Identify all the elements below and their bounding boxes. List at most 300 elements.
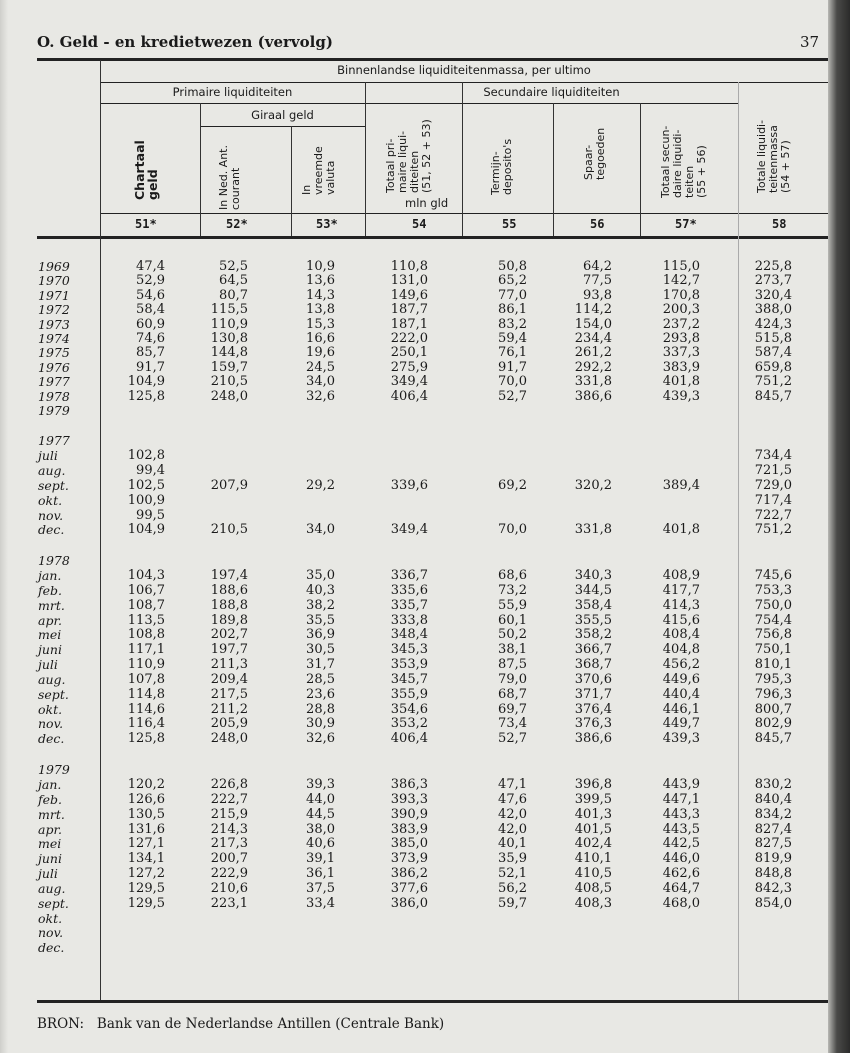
row-label: apr. <box>38 612 63 628</box>
row-label: okt. <box>38 910 63 926</box>
cell-value: 401,3 <box>574 806 612 822</box>
cell-value: 354,6 <box>390 701 428 717</box>
cell-value: 32,6 <box>306 731 335 747</box>
cell-value: 154,0 <box>574 316 612 332</box>
cell-value: 69,2 <box>498 477 527 493</box>
cell-value: 47,4 <box>136 259 165 274</box>
row-label: nov. <box>38 507 64 523</box>
cell-value: 104,9 <box>127 522 165 538</box>
cell-value: 15,3 <box>306 316 335 332</box>
row-label: juni <box>38 851 62 867</box>
column-header: Chartaal geld <box>132 140 160 200</box>
cell-value: 410,5 <box>574 866 612 882</box>
cell-value: 73,2 <box>498 582 527 598</box>
cell-value: 60,9 <box>136 316 165 332</box>
cell-value: 402,4 <box>574 836 612 852</box>
cell-value: 38,1 <box>498 642 527 658</box>
rule <box>291 126 292 236</box>
cell-value: 353,2 <box>390 716 428 732</box>
table-row <box>0 867 828 882</box>
cell-value: 52,1 <box>498 866 527 882</box>
cell-value: 383,9 <box>662 359 700 375</box>
cell-value: 209,4 <box>210 671 248 687</box>
cell-value: 830,2 <box>754 777 792 793</box>
column-header: Totaal pri- maire liqui- diteiten (51, 52 + 53) <box>384 119 433 193</box>
table-row <box>0 628 828 643</box>
book-binding <box>828 0 850 1053</box>
cell-value: 44,5 <box>306 806 335 822</box>
cell-value: 110,8 <box>390 259 428 274</box>
row-label: sept. <box>38 477 69 493</box>
rule <box>553 103 554 236</box>
cell-value: 353,9 <box>390 657 428 673</box>
source-line <box>37 1016 444 1032</box>
table-row <box>0 260 828 274</box>
table-row <box>0 643 828 658</box>
cell-value: 446,1 <box>662 701 700 717</box>
cell-value: 834,2 <box>754 806 792 822</box>
cell-value: 335,7 <box>390 597 428 613</box>
table-row <box>0 823 828 838</box>
cell-value: 854,0 <box>754 895 792 911</box>
column-number: 53* <box>316 217 338 231</box>
column-number: 56 <box>590 217 605 231</box>
rule <box>200 126 365 127</box>
cell-value: 80,7 <box>219 287 248 303</box>
cell-value: 237,2 <box>662 316 700 332</box>
cell-value: 721,5 <box>754 462 792 478</box>
cell-value: 344,5 <box>574 582 612 598</box>
cell-value: 70,0 <box>498 522 527 538</box>
cell-value: 131,6 <box>127 821 165 837</box>
cell-value: 371,7 <box>574 686 612 702</box>
cell-value: 819,9 <box>754 851 792 867</box>
row-label: juli <box>38 657 58 673</box>
table-row <box>0 703 828 718</box>
row-label: okt. <box>38 492 63 508</box>
table-row <box>0 688 828 703</box>
cell-value: 408,5 <box>574 880 612 896</box>
year-label: 1978 <box>38 553 70 569</box>
cell-value: 64,5 <box>219 273 248 289</box>
spacer <box>0 747 828 763</box>
row-label: nov. <box>38 925 64 941</box>
cell-value: 408,3 <box>574 895 612 911</box>
cell-value: 292,2 <box>574 359 612 375</box>
row-label: 1970 <box>38 273 70 289</box>
column-header: Totaal secun- daire liquidi- teiten (55 + 56) <box>659 125 708 198</box>
source-label: BRON: <box>37 1016 85 1032</box>
cell-value: 388,0 <box>754 302 792 318</box>
table-row <box>0 897 828 912</box>
row-label: 1971 <box>38 287 70 303</box>
cell-value: 401,5 <box>574 821 612 837</box>
table-row <box>0 882 828 897</box>
year-row <box>0 763 828 778</box>
cell-value: 439,3 <box>662 388 700 404</box>
group-secondary: Secundaire liquiditeiten <box>483 85 620 99</box>
cell-value: 795,3 <box>754 671 792 687</box>
row-label: dec. <box>38 731 65 747</box>
table-row <box>0 584 828 599</box>
row-label: 1974 <box>38 330 70 346</box>
cell-value: 415,6 <box>662 612 700 628</box>
cell-value: 408,9 <box>662 568 700 584</box>
cell-value: 107,8 <box>127 671 165 687</box>
cell-value: 345,7 <box>390 671 428 687</box>
cell-value: 200,3 <box>662 302 700 318</box>
cell-value: 73,4 <box>498 716 527 732</box>
row-label: sept. <box>38 686 69 702</box>
row-label: 1973 <box>38 316 70 332</box>
table-row <box>0 464 828 479</box>
unit-label: mln gld <box>405 196 449 210</box>
cell-value: 320,2 <box>574 477 612 493</box>
cell-value: 373,9 <box>390 851 428 867</box>
cell-value: 440,4 <box>662 686 700 702</box>
table-row <box>0 318 828 332</box>
table-row <box>0 569 828 584</box>
cell-value: 28,8 <box>306 701 335 717</box>
cell-value: 214,3 <box>210 821 248 837</box>
column-number: 57* <box>675 217 697 231</box>
cell-value: 842,3 <box>754 880 792 896</box>
cell-value: 456,2 <box>662 657 700 673</box>
cell-value: 275,9 <box>390 359 428 375</box>
cell-value: 86,1 <box>498 302 527 318</box>
cell-value: 76,1 <box>498 345 527 361</box>
cell-value: 443,3 <box>662 806 700 822</box>
cell-value: 31,7 <box>306 657 335 673</box>
cell-value: 13,6 <box>306 273 335 289</box>
row-label: 1972 <box>38 302 70 318</box>
cell-value: 827,4 <box>754 821 792 837</box>
row-label: 1979 <box>38 402 70 418</box>
cell-value: 59,7 <box>498 895 527 911</box>
cell-value: 170,8 <box>662 287 700 303</box>
cell-value: 47,1 <box>498 777 527 793</box>
cell-value: 464,7 <box>662 880 700 896</box>
cell-value: 42,0 <box>498 821 527 837</box>
cell-value: 197,7 <box>210 642 248 658</box>
cell-value: 32,6 <box>306 388 335 404</box>
row-label: 1977 <box>38 374 70 390</box>
cell-value: 261,2 <box>574 345 612 361</box>
cell-value: 845,7 <box>754 731 792 747</box>
row-label: feb. <box>38 791 62 807</box>
cell-value: 35,9 <box>498 851 527 867</box>
cell-value: 751,2 <box>754 522 792 538</box>
cell-value: 35,0 <box>306 568 335 584</box>
cell-value: 126,6 <box>127 791 165 807</box>
row-label: apr. <box>38 821 63 837</box>
cell-value: 127,1 <box>127 836 165 852</box>
table-row <box>0 375 828 389</box>
cell-value: 349,4 <box>390 374 428 390</box>
cell-value: 113,5 <box>127 612 165 628</box>
cell-value: 439,3 <box>662 731 700 747</box>
cell-value: 77,0 <box>498 287 527 303</box>
top-rule <box>37 58 828 61</box>
row-label: sept. <box>38 895 69 911</box>
cell-value: 248,0 <box>210 731 248 747</box>
cell-value: 408,4 <box>662 627 700 643</box>
cell-value: 91,7 <box>136 359 165 375</box>
cell-value: 120,2 <box>127 777 165 793</box>
header-bottom-rule <box>37 236 828 239</box>
cell-value: 410,1 <box>574 851 612 867</box>
cell-value: 406,4 <box>390 731 428 747</box>
cell-value: 187,7 <box>390 302 428 318</box>
cell-value: 386,6 <box>574 731 612 747</box>
cell-value: 401,8 <box>662 374 700 390</box>
cell-value: 127,2 <box>127 866 165 882</box>
cell-value: 348,4 <box>390 627 428 643</box>
rule <box>462 82 463 213</box>
cell-value: 377,6 <box>390 880 428 896</box>
cell-value: 106,7 <box>127 582 165 598</box>
cell-value: 442,5 <box>662 836 700 852</box>
cell-value: 210,6 <box>210 880 248 896</box>
cell-value: 102,5 <box>127 477 165 493</box>
cell-value: 52,9 <box>136 273 165 289</box>
table-row <box>0 658 828 673</box>
rule <box>100 82 828 83</box>
cell-value: 108,7 <box>127 597 165 613</box>
cell-value: 39,1 <box>306 851 335 867</box>
cell-value: 335,6 <box>390 582 428 598</box>
cell-value: 446,0 <box>662 851 700 867</box>
source-text: Bank van de Nederlandse Antillen (Centrale Bank) <box>96 1016 445 1032</box>
cell-value: 36,9 <box>306 627 335 643</box>
cell-value: 385,0 <box>390 836 428 852</box>
cell-value: 462,6 <box>662 866 700 882</box>
cell-value: 134,1 <box>127 851 165 867</box>
row-label: juli <box>38 866 58 882</box>
cell-value: 234,4 <box>574 330 612 346</box>
table-row <box>0 793 828 808</box>
cell-value: 223,1 <box>210 895 248 911</box>
table-row <box>0 926 828 941</box>
cell-value: 188,8 <box>210 597 248 613</box>
cell-value: 810,1 <box>754 657 792 673</box>
cell-value: 35,5 <box>306 612 335 628</box>
cell-value: 202,7 <box>210 627 248 643</box>
cell-value: 337,3 <box>662 345 700 361</box>
cell-value: 10,9 <box>306 259 335 274</box>
cell-value: 69,7 <box>498 701 527 717</box>
column-number: 54 <box>412 217 427 231</box>
cell-value: 149,6 <box>390 287 428 303</box>
cell-value: 28,5 <box>306 671 335 687</box>
cell-value: 349,4 <box>390 522 428 538</box>
cell-value: 42,0 <box>498 806 527 822</box>
cell-value: 406,4 <box>390 388 428 404</box>
cell-value: 144,8 <box>210 345 248 361</box>
table-row <box>0 837 828 852</box>
cell-value: 659,8 <box>754 359 792 375</box>
cell-value: 389,4 <box>662 477 700 493</box>
column-header: Termijn- deposito's <box>489 138 514 195</box>
page-title: O. Geld - en kredietwezen (vervolg) <box>37 33 333 51</box>
cell-value: 50,2 <box>498 627 527 643</box>
cell-value: 38,0 <box>306 821 335 837</box>
cell-value: 65,2 <box>498 273 527 289</box>
cell-value: 734,4 <box>754 448 792 464</box>
cell-value: 187,1 <box>390 316 428 332</box>
cell-value: 754,4 <box>754 612 792 628</box>
year-label: 1979 <box>38 762 70 778</box>
column-header: In Ned. Ant. courant <box>217 145 242 210</box>
table-row <box>0 274 828 288</box>
cell-value: 59,4 <box>498 330 527 346</box>
cell-value: 222,7 <box>210 791 248 807</box>
cell-value: 19,6 <box>306 345 335 361</box>
table-row <box>0 732 828 747</box>
cell-value: 129,5 <box>127 895 165 911</box>
cell-value: 417,7 <box>662 582 700 598</box>
row-label: aug. <box>38 880 66 896</box>
cell-value: 210,5 <box>210 522 248 538</box>
cell-value: 336,7 <box>390 568 428 584</box>
row-label: jan. <box>38 568 62 584</box>
cell-value: 34,0 <box>306 522 335 538</box>
table-row <box>0 449 828 464</box>
cell-value: 54,6 <box>136 287 165 303</box>
cell-value: 751,2 <box>754 374 792 390</box>
cell-value: 211,3 <box>210 657 248 673</box>
cell-value: 55,9 <box>498 597 527 613</box>
column-number: 51* <box>135 217 157 231</box>
cell-value: 110,9 <box>210 316 248 332</box>
cell-value: 131,0 <box>390 273 428 289</box>
cell-value: 104,3 <box>127 568 165 584</box>
year-label: 1977 <box>38 433 70 449</box>
cell-value: 91,7 <box>498 359 527 375</box>
column-number: 55 <box>502 217 517 231</box>
table-row <box>0 599 828 614</box>
cell-value: 33,4 <box>306 895 335 911</box>
cell-value: 38,2 <box>306 597 335 613</box>
cell-value: 83,2 <box>498 316 527 332</box>
column-number: 58 <box>772 217 787 231</box>
cell-value: 331,8 <box>574 522 612 538</box>
cell-value: 74,6 <box>136 330 165 346</box>
cell-value: 99,5 <box>136 507 165 523</box>
cell-value: 200,7 <box>210 851 248 867</box>
cell-value: 827,5 <box>754 836 792 852</box>
cell-value: 222,0 <box>390 330 428 346</box>
cell-value: 468,0 <box>662 895 700 911</box>
rule <box>462 213 463 236</box>
row-label: dec. <box>38 522 65 538</box>
cell-value: 205,9 <box>210 716 248 732</box>
cell-value: 47,6 <box>498 791 527 807</box>
super-header: Binnenlandse liquiditeitenmassa, per ultimo <box>337 63 591 77</box>
cell-value: 248,0 <box>210 388 248 404</box>
row-label: juni <box>38 642 62 658</box>
cell-value: 339,6 <box>390 477 428 493</box>
cell-value: 722,7 <box>754 507 792 523</box>
cell-value: 60,1 <box>498 612 527 628</box>
cell-value: 222,9 <box>210 866 248 882</box>
cell-value: 40,3 <box>306 582 335 598</box>
cell-value: 58,4 <box>136 302 165 318</box>
row-label: aug. <box>38 671 66 687</box>
row-label: 1978 <box>38 388 70 404</box>
cell-value: 368,7 <box>574 657 612 673</box>
cell-value: 44,0 <box>306 791 335 807</box>
cell-value: 129,5 <box>127 880 165 896</box>
cell-value: 130,8 <box>210 330 248 346</box>
cell-value: 225,8 <box>754 259 792 274</box>
cell-value: 414,3 <box>662 597 700 613</box>
row-label: 1975 <box>38 345 70 361</box>
cell-value: 376,3 <box>574 716 612 732</box>
cell-value: 125,8 <box>127 388 165 404</box>
cell-value: 383,9 <box>390 821 428 837</box>
cell-value: 320,4 <box>754 287 792 303</box>
column-number: 52* <box>226 217 248 231</box>
cell-value: 68,6 <box>498 568 527 584</box>
rule <box>200 103 201 236</box>
cell-value: 114,6 <box>127 701 165 717</box>
cell-value: 845,7 <box>754 388 792 404</box>
cell-value: 370,6 <box>574 671 612 687</box>
cell-value: 345,3 <box>390 642 428 658</box>
cell-value: 424,3 <box>754 316 792 332</box>
cell-value: 750,0 <box>754 597 792 613</box>
row-label: feb. <box>38 582 62 598</box>
cell-value: 40,6 <box>306 836 335 852</box>
cell-value: 85,7 <box>136 345 165 361</box>
cell-value: 390,9 <box>390 806 428 822</box>
cell-value: 293,8 <box>662 330 700 346</box>
cell-value: 125,8 <box>127 731 165 747</box>
cell-value: 102,8 <box>127 448 165 464</box>
table-row <box>0 303 828 317</box>
cell-value: 210,5 <box>210 374 248 390</box>
cell-value: 331,8 <box>574 374 612 390</box>
table-row <box>0 852 828 867</box>
cell-value: 745,6 <box>754 568 792 584</box>
cell-value: 376,4 <box>574 701 612 717</box>
cell-value: 23,6 <box>306 686 335 702</box>
cell-value: 273,7 <box>754 273 792 289</box>
cell-value: 40,1 <box>498 836 527 852</box>
spacer <box>0 418 828 434</box>
cell-value: 443,9 <box>662 777 700 793</box>
table-row <box>0 479 828 494</box>
cell-value: 215,9 <box>210 806 248 822</box>
rule <box>100 103 738 104</box>
page-number: 37 <box>800 33 820 51</box>
rule <box>365 82 366 236</box>
cell-value: 14,3 <box>306 287 335 303</box>
cell-value: 717,4 <box>754 492 792 508</box>
cell-value: 355,5 <box>574 612 612 628</box>
cell-value: 800,7 <box>754 701 792 717</box>
cell-value: 226,8 <box>210 777 248 793</box>
cell-value: 159,7 <box>210 359 248 375</box>
cell-value: 117,1 <box>127 642 165 658</box>
table-row <box>0 941 828 956</box>
year-row <box>0 434 828 449</box>
cell-value: 52,5 <box>219 259 248 274</box>
bottom-rule <box>37 1000 828 1003</box>
cell-value: 393,3 <box>390 791 428 807</box>
column-header: In vreemde valuta <box>300 146 337 195</box>
